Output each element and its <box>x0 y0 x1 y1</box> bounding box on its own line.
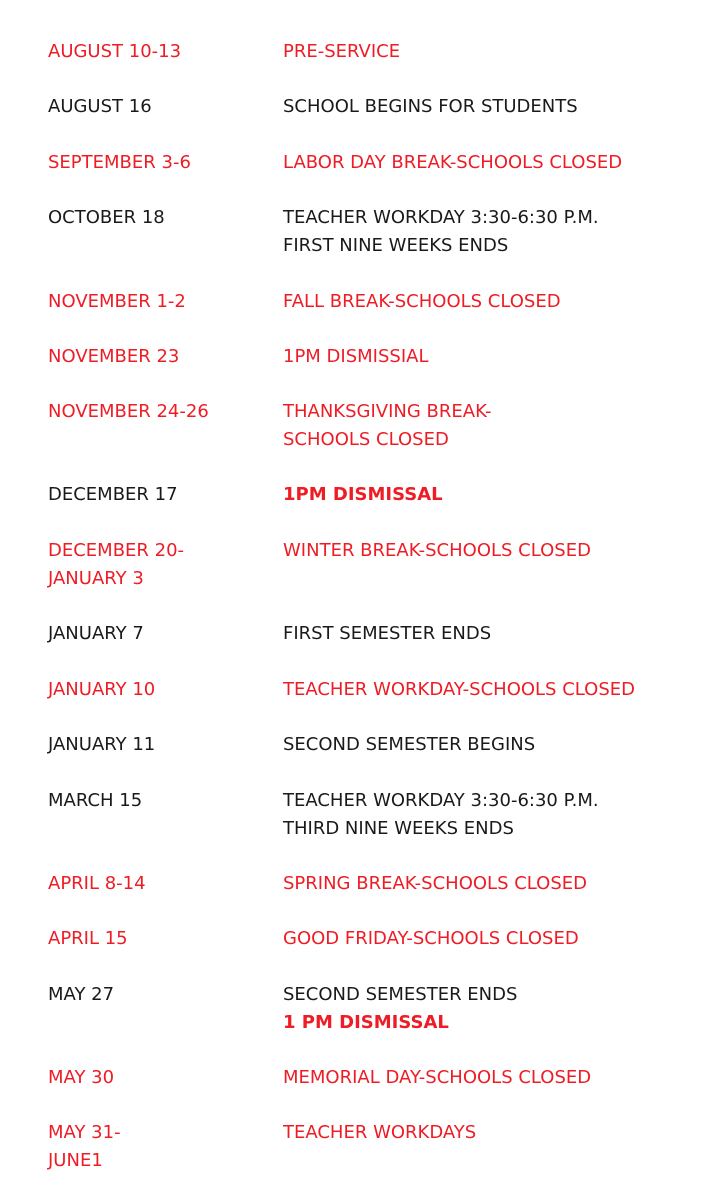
calendar-event <box>283 288 561 316</box>
event-line: SECOND SEMESTER BEGINS <box>283 734 536 755</box>
calendar-event <box>283 149 622 177</box>
date-line: APRIL 8-14 <box>48 873 146 894</box>
event-line: TEACHER WORKDAYS <box>283 1122 477 1143</box>
calendar-event <box>283 870 587 898</box>
date-line: JANUARY 10 <box>48 679 156 700</box>
date-line: NOVEMBER 24-26 <box>48 401 209 422</box>
date-line: JANUARY 3 <box>48 568 144 589</box>
event-line: 1PM DISMISSIAL <box>283 346 429 367</box>
date-line: DECEMBER 20- <box>48 540 185 561</box>
calendar-date <box>48 620 144 648</box>
event-line: TEACHER WORKDAY 3:30-6:30 P.M. <box>283 207 599 228</box>
event-line: SCHOOL BEGINS FOR STUDENTS <box>283 96 578 117</box>
calendar-date <box>48 537 184 593</box>
event-line: GOOD FRIDAY-SCHOOLS CLOSED <box>283 928 579 949</box>
calendar-event <box>283 925 579 953</box>
calendar-event <box>283 481 443 509</box>
event-line: FALL BREAK-SCHOOLS CLOSED <box>283 291 561 312</box>
calendar-event <box>283 731 535 759</box>
calendar-date <box>48 787 142 815</box>
event-line: SECOND SEMESTER ENDS <box>283 984 518 1005</box>
event-line: WINTER BREAK-SCHOOLS CLOSED <box>283 540 591 561</box>
calendar-event <box>283 93 578 121</box>
event-line: MEMORIAL DAY-SCHOOLS CLOSED <box>283 1067 592 1088</box>
event-line: 1 PM DISMISSAL <box>283 1012 449 1033</box>
date-line: MAY 30 <box>48 1067 115 1088</box>
calendar-event <box>283 676 635 704</box>
date-line: NOVEMBER 1-2 <box>48 291 186 312</box>
event-line: PRE-SERVICE <box>283 41 401 62</box>
event-line: FIRST SEMESTER ENDS <box>283 623 492 644</box>
calendar-event <box>283 398 492 454</box>
calendar-date <box>48 288 186 316</box>
calendar-date <box>48 731 155 759</box>
calendar-date <box>48 149 191 177</box>
calendar-event <box>283 620 491 648</box>
event-line: THANKSGIVING BREAK- <box>283 401 492 422</box>
calendar-date <box>48 1064 114 1092</box>
event-line: THIRD NINE WEEKS ENDS <box>283 818 514 839</box>
date-line: JANUARY 7 <box>48 623 144 644</box>
date-line: DECEMBER 17 <box>48 484 178 505</box>
date-line: JUNE1 <box>48 1150 103 1171</box>
calendar-date <box>48 870 146 898</box>
date-line: AUGUST 10-13 <box>48 41 182 62</box>
event-line: LABOR DAY BREAK-SCHOOLS CLOSED <box>283 152 623 173</box>
calendar-event <box>283 787 599 843</box>
calendar-date <box>48 981 114 1009</box>
event-line: TEACHER WORKDAY-SCHOOLS CLOSED <box>283 679 635 700</box>
calendar-event <box>283 343 429 371</box>
calendar-event <box>283 537 591 565</box>
date-line: OCTOBER 18 <box>48 207 165 228</box>
calendar-date <box>48 398 209 426</box>
calendar-date <box>48 38 181 66</box>
event-line: FIRST NINE WEEKS ENDS <box>283 235 509 256</box>
calendar-event <box>283 38 400 66</box>
calendar-date <box>48 925 128 953</box>
date-line: MARCH 15 <box>48 790 143 811</box>
calendar-date <box>48 1119 121 1175</box>
calendar-date <box>48 481 178 509</box>
calendar-event <box>283 1119 476 1147</box>
date-line: SEPTEMBER 3-6 <box>48 152 191 173</box>
date-line: MAY 27 <box>48 984 115 1005</box>
calendar-date <box>48 343 179 371</box>
calendar-event <box>283 204 599 260</box>
calendar-event <box>283 981 517 1037</box>
calendar-event <box>283 1064 591 1092</box>
date-line: APRIL 15 <box>48 928 128 949</box>
date-line: JANUARY 11 <box>48 734 156 755</box>
calendar-date <box>48 676 155 704</box>
date-line: NOVEMBER 23 <box>48 346 180 367</box>
event-line: TEACHER WORKDAY 3:30-6:30 P.M. <box>283 790 599 811</box>
date-line: AUGUST 16 <box>48 96 152 117</box>
event-line: SCHOOLS CLOSED <box>283 429 449 450</box>
date-line: MAY 31- <box>48 1122 121 1143</box>
calendar-date <box>48 93 152 121</box>
calendar-date <box>48 204 165 232</box>
event-line: 1PM DISMISSAL <box>283 484 443 505</box>
event-line: SPRING BREAK-SCHOOLS CLOSED <box>283 873 588 894</box>
